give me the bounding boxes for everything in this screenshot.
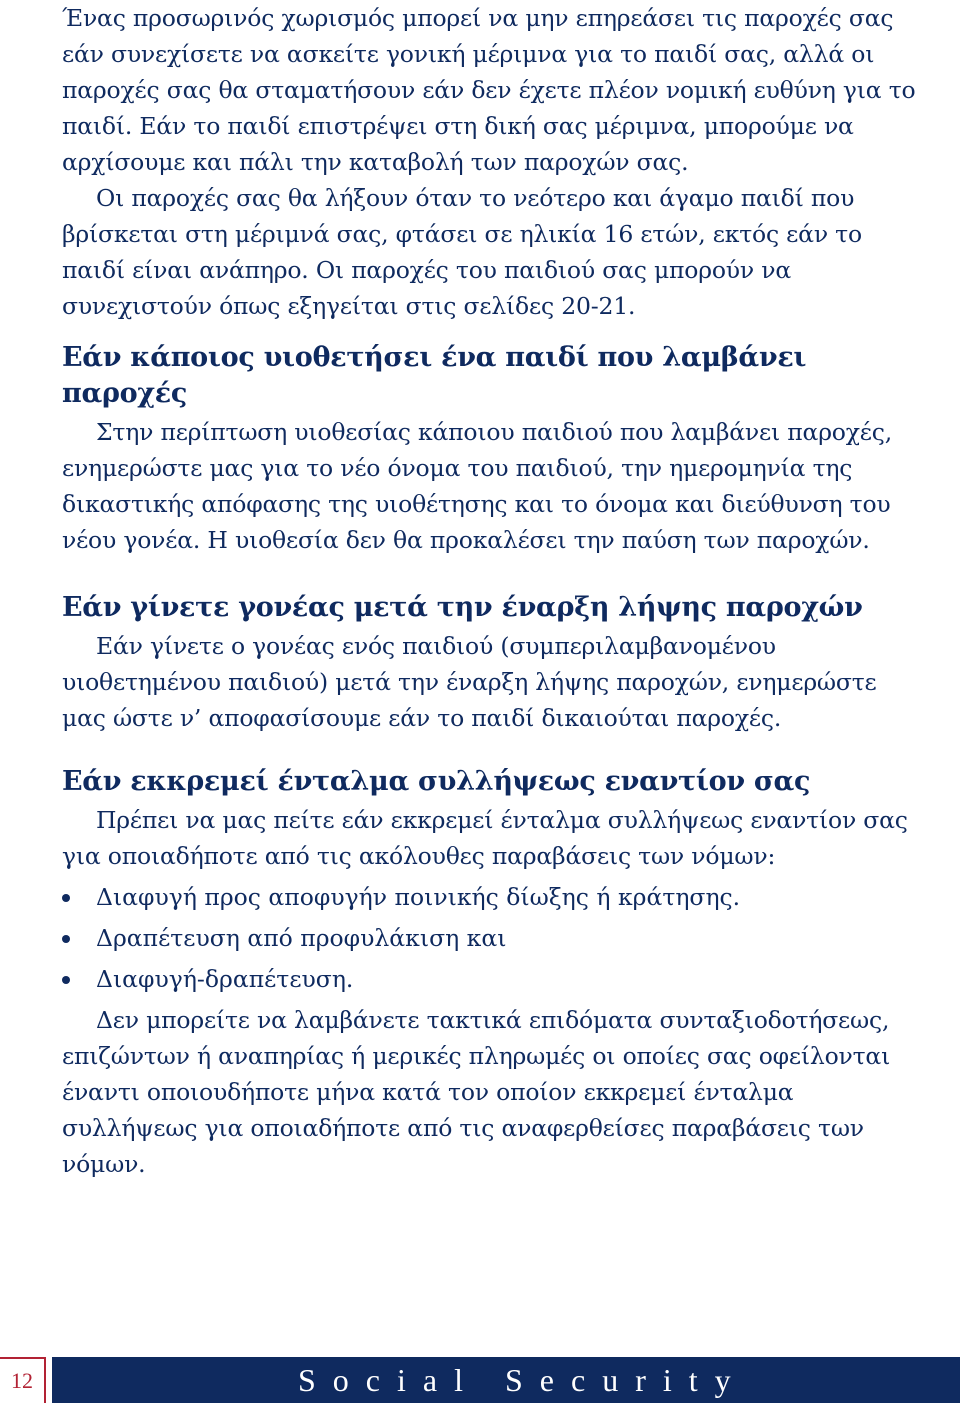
footer-title: Social Security — [298, 1361, 748, 1398]
offense-bullet-list — [62, 879, 922, 997]
bullet-icon — [62, 935, 70, 943]
list-item — [62, 920, 922, 956]
section-heading-become-parent: Εάν γίνετε γονέας μετά την έναρξη λήψης παροχών — [62, 592, 863, 623]
section-heading-adoption: Εάν κάποιος υιοθετήσει ένα παιδί που λαμβάνει παροχές — [62, 342, 807, 409]
bullet-icon — [62, 976, 70, 984]
list-item — [62, 961, 922, 997]
section-closing-arrest-warrant: Δεν μπορείτε να λαμβάνετε τακτικά επιδόματα συνταξιοδοτήσεως, επιζώντων ή αναπηρίας ή μερικές πληρωμές οι οποίες σας οφείλονται έναντι οποιουδήποτε μήνα κατά τον οποίον εκκρεμεί ένταλμα συλλήψεως για οποιαδήποτε από τις αναφερθείσες παραβάσεις των νόμων. — [62, 1006, 891, 1178]
list-item — [62, 879, 922, 915]
bullet-icon — [62, 894, 70, 902]
bullet-text: Δραπέτευση από προφυλάκιση και — [96, 924, 507, 952]
intro-paragraph-1: Ένας προσωρινός χωρισμός μπορεί να μην επηρεάσει τις παροχές σας εάν συνεχίσετε να ασκείτε γονική μέριμνα για το παιδί σας, αλλά οι παροχές σας θα σταματήσουν εάν δεν έχετε πλέον νομική ευθύνη για το παιδί. Εάν το παιδί επιστρέψει στη δική σας μέριμνα, μπορούμε να αρχίσουμε και πάλι την καταβολή των παροχών σας. — [62, 4, 916, 176]
page-footer — [0, 1357, 960, 1403]
section-body-become-parent: Εάν γίνετε ο γονέας ενός παιδιού (συμπεριλαμβανομένου υιοθετημένου παιδιού) μετά την έναρξη λήψης παροχών, ενημερώστε μας ώστε ν’ αποφασίσουμε εάν το παιδί δικαιούται παροχές. — [62, 632, 877, 732]
section-heading-arrest-warrant: Εάν εκκρεμεί ένταλμα συλλήψεως εναντίον σας — [62, 766, 811, 797]
bullet-text: Διαφυγή-δραπέτευση. — [96, 965, 354, 993]
section-body-adoption: Στην περίπτωση υιοθεσίας κάποιου παιδιού που λαμβάνει παροχές, ενημερώστε μας για το νέο όνομα του παιδιού, την ημερομηνία της δικαστικής απόφασης της υιοθέτησης και το όνομα και διεύθυνση του νέου γονέα. Η υιοθεσία δεν θα προκαλέσει την παύση των παροχών. — [62, 418, 892, 554]
footer-bar — [52, 1357, 960, 1403]
document-page — [62, 0, 922, 1182]
section-body-arrest-warrant: Πρέπει να μας πείτε εάν εκκρεμεί ένταλμα συλλήψεως εναντίον σας για οποιαδήποτε από τις ακόλουθες παραβάσεις των νόμων: — [62, 806, 908, 870]
bullet-text: Διαφυγή προς αποφυγήν ποινικής δίωξης ή κράτησης. — [96, 883, 741, 911]
page-number: 12 — [0, 1357, 46, 1403]
intro-paragraph-2: Οι παροχές σας θα λήξουν όταν το νεότερο και άγαμο παιδί που βρίσκεται στη μέριμνά σας, φτάσει σε ηλικία 16 ετών, εκτός εάν το παιδί είναι ανάπηρο. Οι παροχές του παιδιού σας μπορούν να συνεχιστούν όπως εξηγείται στις σελίδες 20-21. — [62, 184, 862, 320]
